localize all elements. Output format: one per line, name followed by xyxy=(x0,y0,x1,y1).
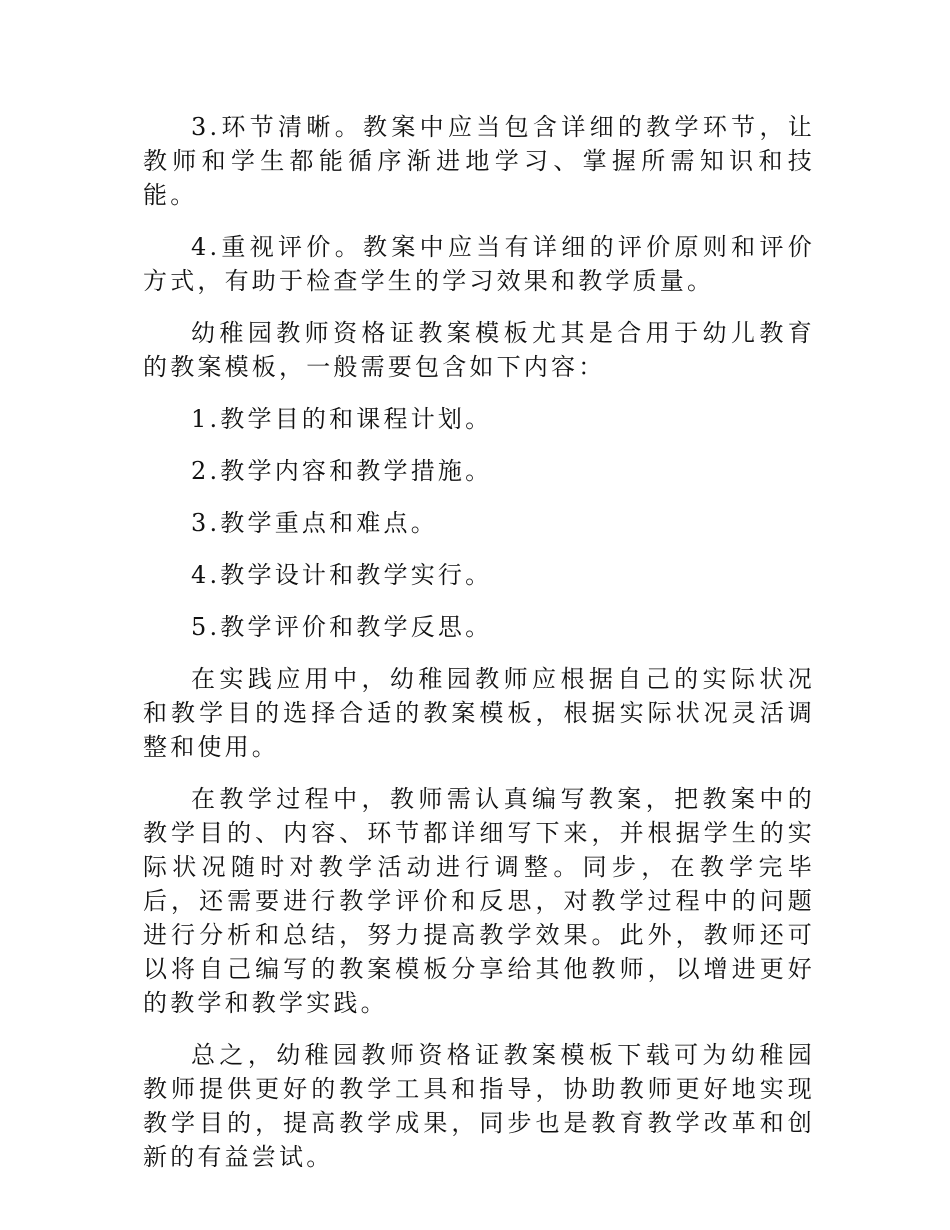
paragraph-step-4: 4.重视评价。教案中应当有详细的评价原则和评价方式，有助于检查学生的学习效果和教学质量。 xyxy=(143,233,815,295)
list-item-4: 4.教学设计和教学实行。 xyxy=(191,561,493,589)
list-item-2: 2.教学内容和教学措施。 xyxy=(191,457,493,485)
paragraph-template-intro: 幼稚园教师资格证教案模板尤其是合用于幼儿教育的教案模板，一般需要包含如下内容： xyxy=(143,319,815,381)
paragraph-practice: 在实践应用中，幼稚园教师应根据自己的实际状况和教学目的选择合适的教案模板，根据实际状况灵活调整和使用。 xyxy=(143,665,815,761)
paragraph-step-3: 3.环节清晰。教案中应当包含详细的教学环节，让教师和学生都能循序渐进地学习、掌握所需知识和技能。 xyxy=(143,113,815,209)
paragraph-teaching-process: 在教学过程中，教师需认真编写教案，把教案中的教学目的、内容、环节都详细写下来，并根据学生的实际状况随时对教学活动进行调整。同步，在教学完毕后，还需要进行教学评价和反思，对教学过程中的问题进行分析和总结，努力提高教学效果。此外，教师还可以将自己编写的教案模板分享给其他教师，以增进更好的教学和教学实践。 xyxy=(143,785,815,1017)
paragraph-conclusion: 总之，幼稚园教师资格证教案模板下载可为幼稚园教师提供更好的教学工具和指导，协助教师更好地实现教学目的，提高教学成果，同步也是教育教学改革和创新的有益尝试。 xyxy=(143,1041,815,1171)
list-item-3: 3.教学重点和难点。 xyxy=(191,509,438,537)
list-item-1: 1.教学目的和课程计划。 xyxy=(191,405,493,433)
list-item-5: 5.教学评价和教学反思。 xyxy=(191,613,493,641)
document-page xyxy=(143,110,815,1192)
